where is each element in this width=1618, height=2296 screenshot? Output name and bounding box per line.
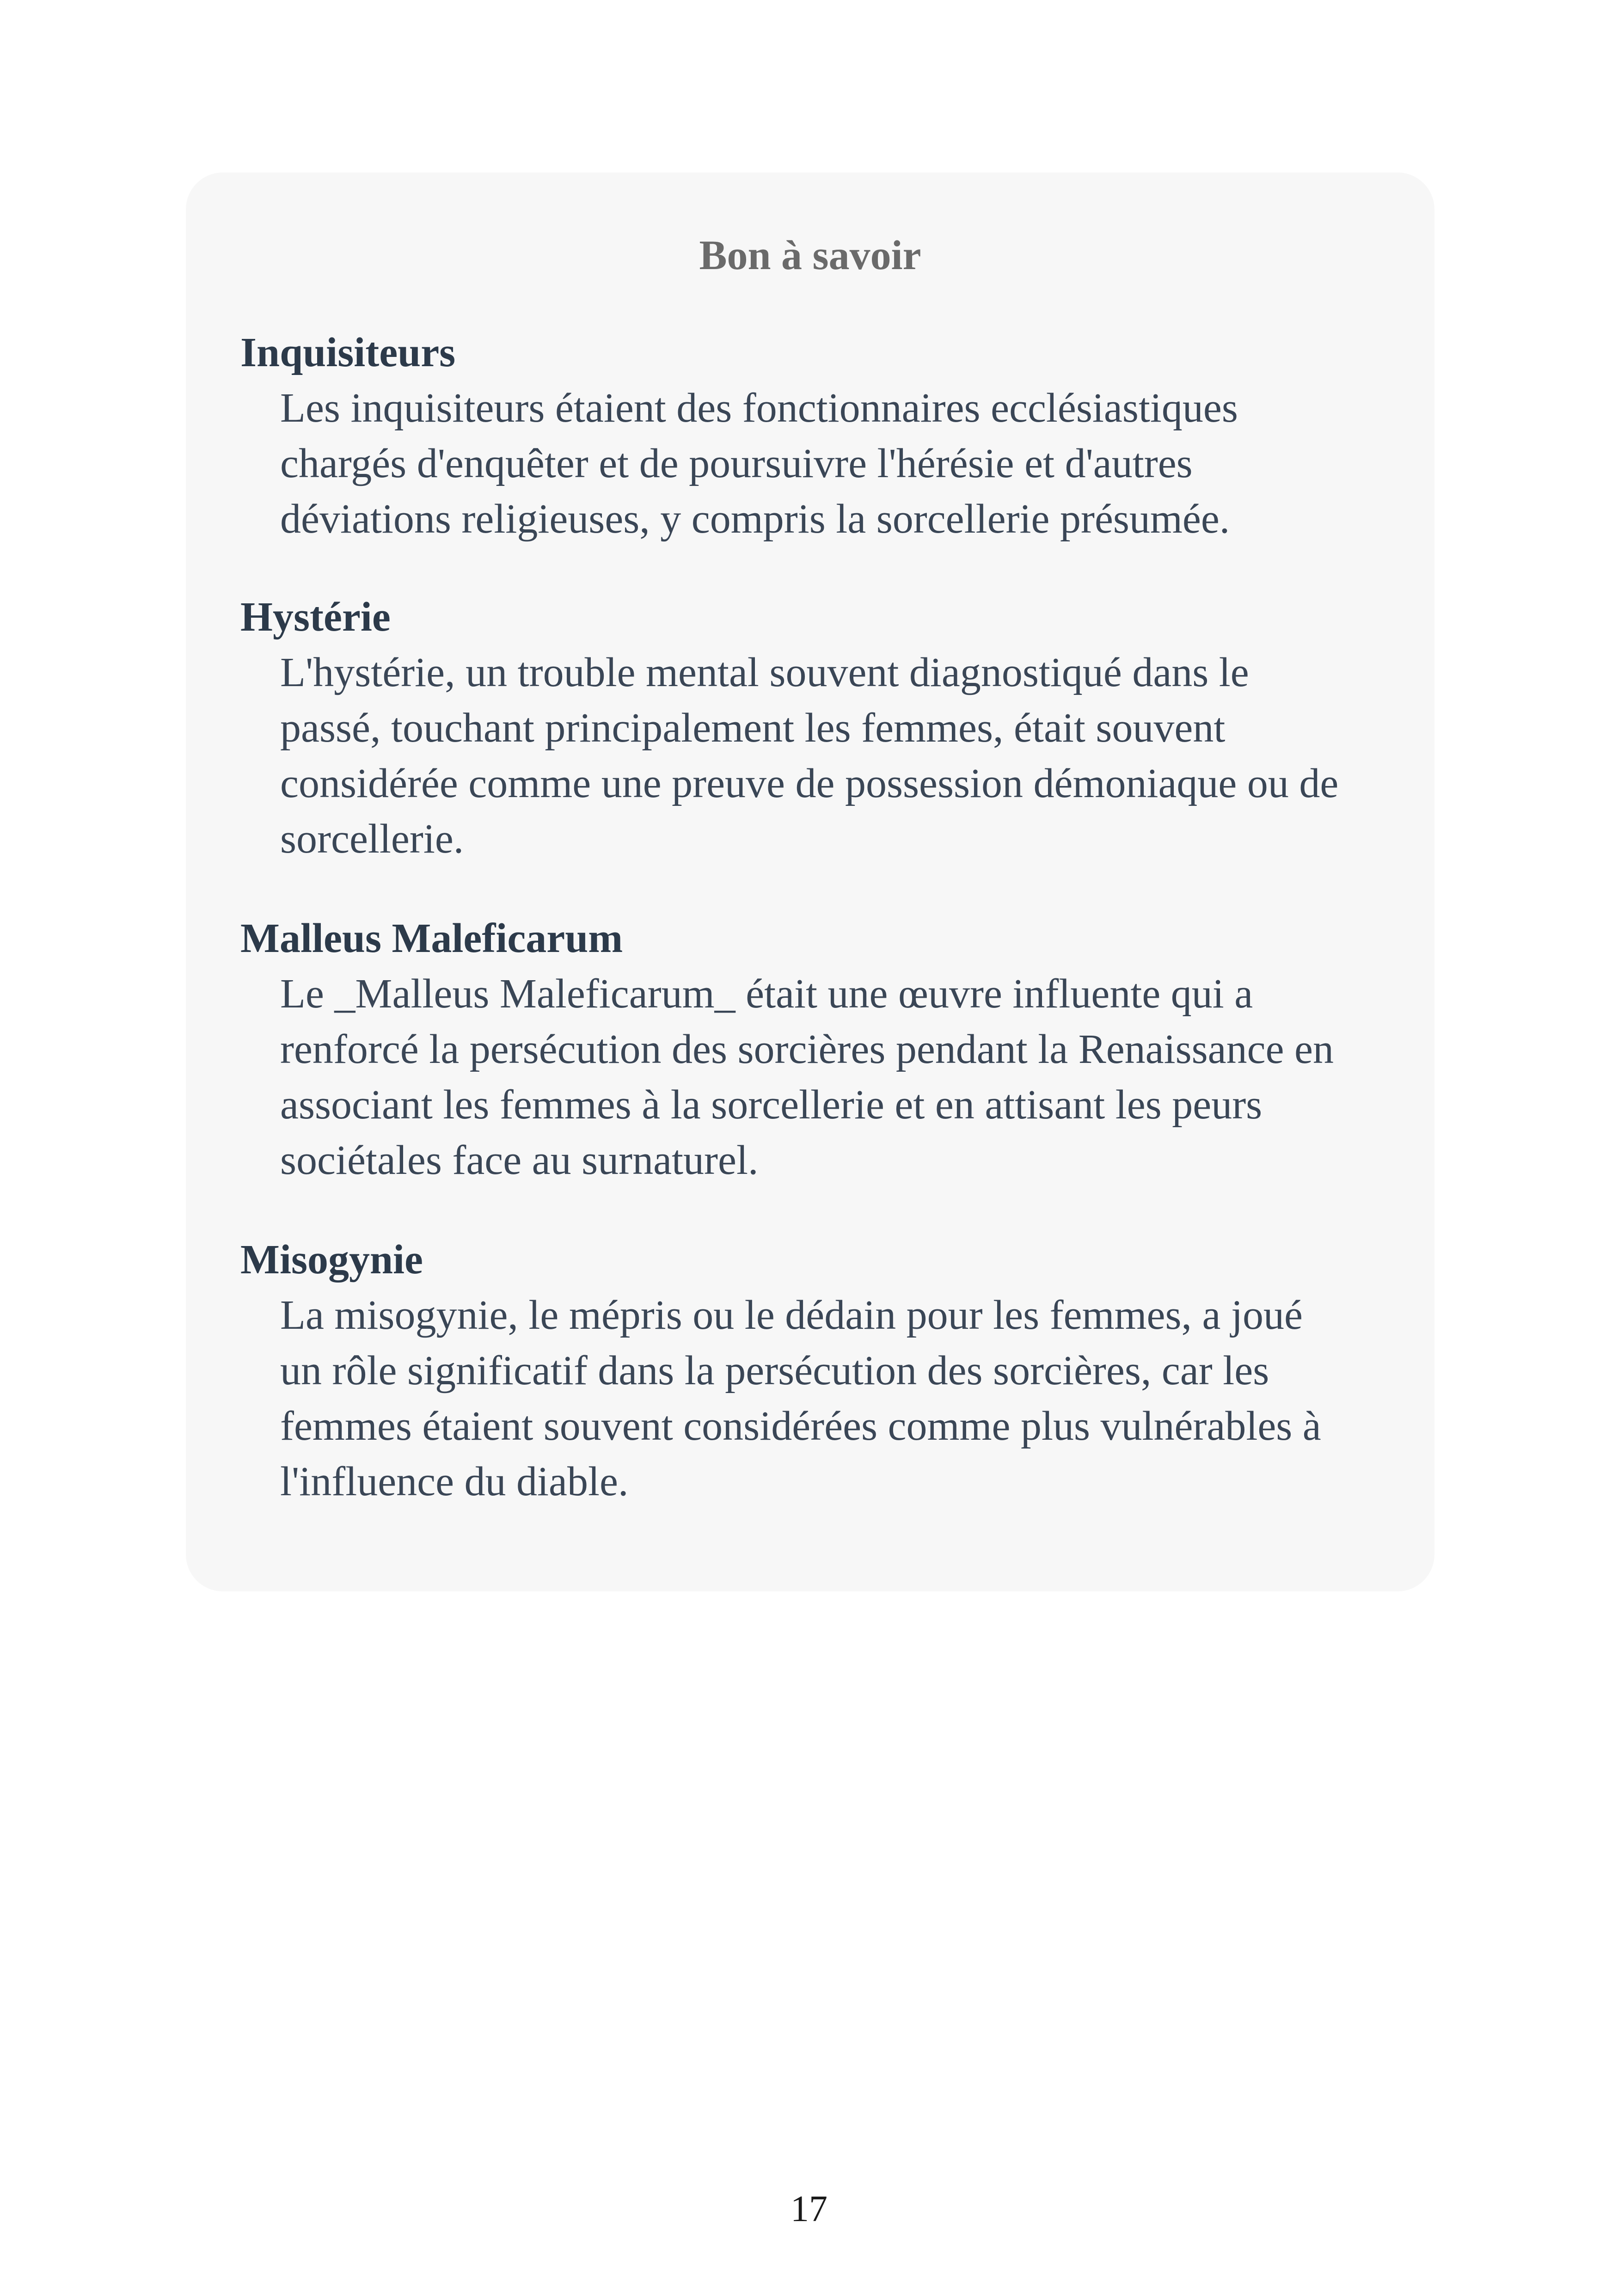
definition-line: considérée comme une preuve de possession démoniaque ou de xyxy=(280,761,1339,806)
entry-term: Malleus Maleficarum xyxy=(240,915,623,961)
definition-line: chargés d'enquêter et de poursuivre l'hérésie et d'autres xyxy=(280,441,1193,486)
glossary-entry-hysterie xyxy=(240,589,1396,867)
definition-line: un rôle significatif dans la persécution des sorcières, car les xyxy=(280,1348,1269,1394)
definition-line: La misogynie, le mépris ou le dédain pour les femmes, a joué xyxy=(280,1292,1303,1338)
definition-line: associant les femmes à la sorcellerie et en attisant les peurs xyxy=(280,1082,1263,1128)
definition-line: Les inquisiteurs étaient des fonctionnaires ecclésiastiques xyxy=(280,385,1238,431)
definition-line: sociétales face au surnaturel. xyxy=(280,1137,759,1183)
definition-line: déviations religieuses, y compris la sorcellerie présumée. xyxy=(280,496,1230,542)
entry-definition xyxy=(280,645,1396,867)
definition-line: L'hystérie, un trouble mental souvent diagnostiqué dans le xyxy=(280,650,1249,695)
glossary-entry-malleus-maleficarum xyxy=(240,911,1396,1188)
entry-definition xyxy=(280,1288,1396,1510)
definition-line: femmes étaient souvent considérées comme plus vulnérables à xyxy=(280,1403,1321,1449)
definition-line: Le _Malleus Maleficarum_ était une œuvre influente qui a xyxy=(280,971,1253,1017)
glossary-entry-misogynie xyxy=(240,1232,1396,1510)
definition-line: l'influence du diable. xyxy=(280,1459,629,1504)
info-box xyxy=(186,172,1434,1591)
glossary-entry-inquisiteurs xyxy=(240,325,1396,547)
entry-term: Misogynie xyxy=(240,1237,423,1283)
entry-definition xyxy=(280,381,1396,547)
box-title: Bon à savoir xyxy=(699,233,921,278)
entry-definition xyxy=(280,966,1396,1188)
definition-line: renforcé la persécution des sorcières pendant la Renaissance en xyxy=(280,1026,1334,1072)
definition-line: sorcellerie. xyxy=(280,816,464,862)
entry-term: Hystérie xyxy=(240,594,391,640)
entry-term: Inquisiteurs xyxy=(240,330,456,375)
page-number: 17 xyxy=(791,2189,827,2229)
definition-line: passé, touchant principalement les femmes, était souvent xyxy=(280,705,1226,751)
